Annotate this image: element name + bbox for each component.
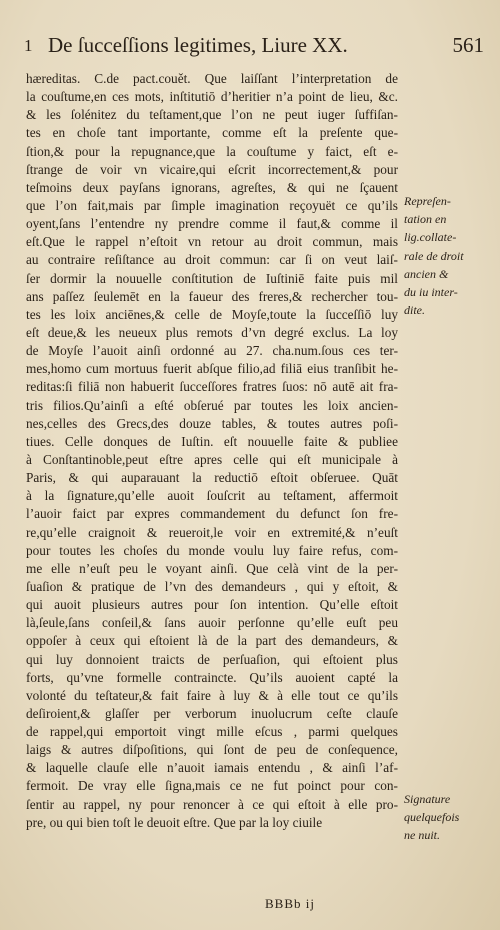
text-line: qui luy donnoient traicts de perſuaſion, qui eſtoient plus (26, 651, 398, 667)
body-text (26, 70, 398, 832)
text-line: & les ſolénitez du teſtament,que l’on ne peut iuger ſuffiſan- (26, 107, 398, 123)
text-line: reditas:ſi filiā non habuerit ſucceſſores fratres ſuos: nō autē ait fra- (26, 379, 398, 395)
text-line: au contraire reſiſtance au droit commun: car ſi on veut laiſ- (26, 252, 398, 268)
margin-note-line: ancien & (404, 266, 449, 281)
text-line: pre, ou qui bien toſt le deuoit eſtre. Que par la loy ciuile (26, 814, 323, 830)
margin-note-line: tation en (404, 212, 447, 227)
text-line: ans paſſez ſeulemēt en la faueur des freres,& rechercher tou- (26, 288, 398, 304)
text-line: volonté du teſtateur,& fait faire à luy & à elle tout ce qu’ils (26, 687, 398, 703)
text-line: tris filios.Qu’ainſi a eſté obſerué par toutes les loix ancien- (26, 397, 398, 413)
text-line: ſer dormir la nouuelle conſtitution de Iuſtiniē faite puis mil (26, 270, 398, 286)
text-line: l’auoir faict par expres commandement du defunct ſon fre- (26, 506, 398, 522)
text-line: à la ſignature,qu’elle auoit ſouſcrit au teſtament, affermoit (26, 488, 398, 504)
margin-note-line: quelquefois (404, 810, 460, 825)
text-line: la couſtume,en ces mots, inſtitutiō d’heritier n’a point de lieu, &c. (26, 89, 398, 105)
margin-note-line: rale de droit (404, 248, 464, 263)
text-line: re,qu’elle craignoit & reueroit,le voir en extremité,& n’euſt (26, 524, 398, 540)
text-line: forts, qu’vne formelle contraincte. Qu’ils auoient capté la (26, 669, 398, 685)
text-line: Paris, & qui auparauant la reductiō eſtoit obſeruee. Quāt (26, 470, 398, 486)
text-line: eſt deue,& les neueux plus remots d’vn degré exclus. La loy (26, 324, 398, 340)
text-line: me elle n’euſt peu le voyant ainſi. Que celà vint de la per- (26, 560, 398, 576)
text-line: oyent,ſans l’entendre ny prendre comme il faut,& comme il (26, 216, 398, 232)
margin-note-representation (404, 192, 496, 319)
text-line: mes,homo cum mortuus fuerit abſque filio,ad filiā eius tranſibit he- (26, 361, 398, 377)
margin-note-line: lig.collate- (404, 230, 457, 245)
text-line: deſiroient,& glaſſer per verborum inuolucrum ceſte clauſe (26, 705, 398, 721)
margin-note-line: ne nuit. (404, 828, 440, 843)
header-marker: 1 (24, 36, 33, 55)
signature-mark: BBBb ij (265, 896, 315, 911)
text-line: eſt.Que le rappel n’eſtoit vn retour au droit commun, mais (26, 234, 398, 250)
text-line: tes les loix anciēnes,& celle de Moyſe,toute la ſucceſſiō luy (26, 306, 398, 322)
text-line: qui auoit plusieurs autres pour ſon intention. Qu’elle eſtoit (26, 597, 398, 613)
margin-note-line: dite. (404, 303, 425, 318)
running-header (18, 28, 488, 62)
text-line: ſtion,& pour la repugnance,que la couſtume y faict, eſt e- (26, 143, 398, 159)
text-line: de Moyſe l’auoit ainſi ordonné au 27. cha.num.ſous ces ter- (26, 343, 398, 359)
text-line: & laquelle clauſe elle n’auoit iamais entendu , & ainſi l’af- (26, 760, 398, 776)
text-line: de rappel,qui emportoit vingt mille eſcus , parmi quelques (26, 724, 398, 740)
margin-note-line: du iu inter- (404, 285, 458, 300)
text-line: teſmoins deux payſans ignorans, agreſtes, & qui ne ſçauent (26, 179, 398, 195)
running-title: De ſucceſſions legitimes, Liure XX. (48, 33, 348, 57)
text-line: ſentir au rappel, ny pour renoncer à ce qui eſtoit à elle pro- (26, 796, 398, 812)
margin-note-line: Repreſen- (404, 194, 451, 208)
text-line: ſuaſion & pratique de l’vn des demandeurs , qui y eſtoit, & (26, 578, 398, 594)
signature-mark-row (0, 896, 500, 912)
text-line: tiues. Celle donques de Iuſtin. eſt nouuelle faite & publiee (26, 433, 398, 449)
margin-note-signature (404, 790, 496, 845)
text-line: laigs & autres diſpoſitions, qui ſont de peu de conſequence, (26, 742, 398, 758)
text-line: que l’on fait,mais par ſimple imagination reçoyuët ce qu’ils (26, 197, 398, 213)
text-line: fermoit. De vray elle ſigna,mais ce ne fut poinct pour con- (26, 778, 398, 794)
text-line: pour toutes les choſes du monde voulu luy faire refus, com- (26, 542, 398, 558)
page-number: 561 (452, 33, 484, 57)
text-line: ſtrange de voir vn vicaire,qui eſcrit incorrectement,& pour (26, 161, 398, 177)
text-line: oppoſer à ceux qui eſtoient là de la part des demandeurs, & (26, 633, 398, 649)
text-line: nes,celles des Grecs,des douze tables, & toutes autres poſi- (26, 415, 398, 431)
text-line: à Conſtantinoble,peut eſtre apres celle qui eſt municipale à (26, 451, 398, 467)
text-line: là,ſeule,ſans conſeil,& ſans auoir perſonne qu’elle euſt peu (26, 615, 398, 631)
text-line: tes en choſe tant importante, comme eſt la preſente que- (26, 125, 398, 141)
margin-note-line: Signature (404, 792, 451, 806)
text-line: hæreditas. C.de pact.couět. Que laiſſant l’interpretation de (26, 71, 398, 86)
